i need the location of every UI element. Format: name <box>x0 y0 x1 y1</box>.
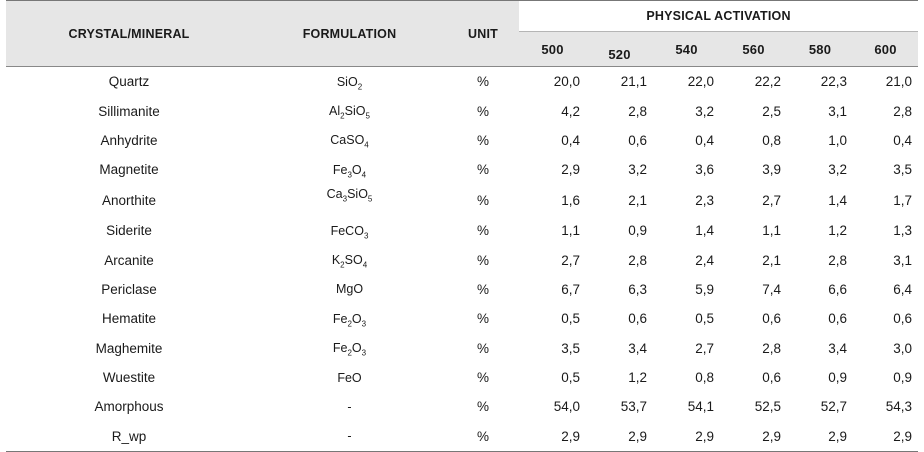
formula-element: - <box>347 429 352 444</box>
formula-element: O <box>351 162 362 177</box>
formula-element: MgO <box>335 282 364 297</box>
formula-element: - <box>347 399 352 414</box>
value-cell: 20,0 <box>553 74 580 90</box>
mineral-name-cell: Hematite <box>101 311 157 327</box>
value-cell: 22,0 <box>687 74 714 90</box>
value-cell: 4,2 <box>561 103 580 119</box>
value-cell: 3,4 <box>628 340 647 356</box>
formula-element: O <box>347 74 358 89</box>
formula-cell <box>252 67 447 97</box>
formula-cell <box>252 245 447 274</box>
value-cell: 2,9 <box>519 422 586 452</box>
value-cell: 3,4 <box>828 340 847 356</box>
value-cell: 1,7 <box>893 192 913 208</box>
formula-subscript: 4 <box>362 260 368 270</box>
value-cell: 0,4 <box>695 132 714 148</box>
formula-cell <box>252 334 447 363</box>
header-temp: 500 <box>519 32 586 67</box>
mineral-name-cell: Arcanite <box>104 252 154 268</box>
value-cell: 0,6 <box>628 132 647 148</box>
formula-element: O <box>354 223 364 238</box>
value-cell: 6,3 <box>628 281 647 297</box>
formula-subscript: 3 <box>361 319 367 329</box>
value-cell: 2,8 <box>628 103 647 119</box>
value-cell: 0,5 <box>561 311 580 327</box>
header-temp: 560 <box>720 32 787 67</box>
value-cell: 52,7 <box>820 399 847 415</box>
formula-element: Fe <box>332 162 348 177</box>
value-cell: 21,1 <box>620 74 647 90</box>
value-cell: 0,6 <box>762 311 781 327</box>
unit-cell: % <box>476 74 489 90</box>
unit-cell: % <box>476 192 489 208</box>
table-row <box>6 334 918 363</box>
value-cell: 1,4 <box>828 192 847 208</box>
formula-subscript: 2 <box>357 82 363 92</box>
formula-subscript: 2 <box>340 260 345 270</box>
value-cell: 2,9 <box>720 422 787 452</box>
value-cell: 2,9 <box>653 422 720 452</box>
formula-cell <box>252 363 447 392</box>
value-cell: 0,8 <box>695 370 714 386</box>
value-cell: 2,7 <box>762 192 781 208</box>
value-cell: 2,8 <box>628 252 647 268</box>
value-cell: 2,8 <box>893 103 913 119</box>
formula-element: O <box>351 311 362 326</box>
formula-element: FeC <box>330 223 355 238</box>
value-cell: 2,7 <box>561 252 580 268</box>
header-mineral: CRYSTAL/MINERAL <box>6 1 252 67</box>
table-row <box>6 422 918 452</box>
value-cell: 0,6 <box>628 311 647 327</box>
unit-cell: % <box>476 162 489 178</box>
value-cell: 3,5 <box>893 162 913 178</box>
header-unit: UNIT <box>447 1 519 67</box>
value-cell: 1,2 <box>828 223 847 239</box>
table-row <box>6 216 918 245</box>
value-cell: 3,0 <box>893 340 913 356</box>
value-cell: 3,2 <box>628 162 647 178</box>
value-cell: 0,6 <box>762 370 781 386</box>
value-cell: 2,9 <box>561 162 580 178</box>
value-cell: 0,9 <box>828 370 847 386</box>
value-cell: 3,9 <box>762 162 781 178</box>
value-cell: 53,7 <box>620 399 647 415</box>
table-row <box>6 155 918 184</box>
value-cell: 2,9 <box>586 422 653 452</box>
value-cell: 2,5 <box>762 103 781 119</box>
header-formulation: FORMULATION <box>252 1 447 67</box>
formula-element: Si <box>347 186 359 201</box>
value-cell: 5,9 <box>695 281 714 297</box>
formula-element: Al <box>329 104 341 119</box>
unit-cell: % <box>476 370 489 386</box>
formula-cell <box>252 216 447 245</box>
value-cell: 3,2 <box>695 103 714 119</box>
formula-element: Si <box>344 104 356 119</box>
formula-cell <box>252 304 447 333</box>
value-cell: 6,7 <box>561 281 580 297</box>
formula-cell <box>252 126 447 155</box>
value-cell: 21,0 <box>885 74 913 90</box>
unit-cell: % <box>476 252 489 268</box>
formula-cell <box>252 155 447 184</box>
formula-element: Ca <box>326 186 343 201</box>
formula-element: S <box>344 253 353 268</box>
value-cell: 2,9 <box>787 422 853 452</box>
value-cell: 2,3 <box>695 192 714 208</box>
formula-subscript: 3 <box>363 231 369 241</box>
formula-element: O <box>352 253 363 268</box>
table-row <box>6 67 918 97</box>
value-cell: 0,6 <box>828 311 847 327</box>
unit-cell: % <box>476 399 489 415</box>
value-cell: 22,2 <box>754 74 781 90</box>
value-cell: 0,5 <box>561 370 580 386</box>
value-cell: 2,4 <box>695 252 714 268</box>
value-cell: 2,7 <box>695 340 714 356</box>
formula-element: FeO <box>337 370 362 385</box>
formula-element: Si <box>336 74 348 89</box>
unit-cell: % <box>476 103 489 119</box>
value-cell: 2,8 <box>762 340 781 356</box>
formula-element: Fe <box>332 341 348 356</box>
mineral-name-cell: Sillimanite <box>98 103 160 119</box>
formula-element: Fe <box>332 311 348 326</box>
value-cell: 0,5 <box>695 311 714 327</box>
formula-subscript: 4 <box>364 140 369 150</box>
header-temp: 520 <box>586 32 653 67</box>
formula-subscript: 5 <box>365 111 370 121</box>
value-cell: 2,9 <box>853 422 918 452</box>
value-cell: 52,5 <box>754 399 781 415</box>
formula-cell <box>252 275 447 304</box>
value-cell: 2,8 <box>828 252 847 268</box>
value-cell: 54,0 <box>553 399 580 415</box>
header-physical-activation: PHYSICAL ACTIVATION <box>519 1 918 32</box>
unit-cell: % <box>476 132 489 148</box>
unit-cell: % <box>476 281 489 297</box>
formula-subscript: 4 <box>361 170 367 180</box>
header-temp: 600 <box>853 32 918 67</box>
value-cell: 54,1 <box>687 399 714 415</box>
value-cell: 0,6 <box>893 311 913 327</box>
header-temp: 580 <box>787 32 853 67</box>
mineral-name-cell: Anhydrite <box>100 132 158 148</box>
formula-cell <box>252 392 447 421</box>
value-cell: 0,9 <box>628 223 647 239</box>
formula-subscript: 3 <box>342 194 348 204</box>
value-cell: 2,1 <box>628 192 647 208</box>
table-row <box>6 96 918 125</box>
value-cell: 0,8 <box>762 132 781 148</box>
table-row <box>6 126 918 155</box>
mineral-name-cell: Quartz <box>108 74 150 90</box>
value-cell: 0,4 <box>893 132 913 148</box>
formula-element: O <box>358 186 368 201</box>
header-temp: 540 <box>653 32 720 67</box>
value-cell: 6,4 <box>893 281 913 297</box>
value-cell: 1,1 <box>762 223 781 239</box>
formula-subscript: 2 <box>347 348 352 358</box>
value-cell: 0,9 <box>893 370 913 386</box>
formula-subscript: 2 <box>347 319 352 329</box>
value-cell: 3,1 <box>828 103 847 119</box>
value-cell: 54,3 <box>885 399 913 415</box>
table-row <box>6 392 918 421</box>
formula-subscript: 3 <box>347 170 352 180</box>
value-cell: 7,4 <box>762 281 781 297</box>
mineral-name-cell: Siderite <box>106 223 152 239</box>
formula-element: K <box>331 253 341 268</box>
formula-subscript: 5 <box>367 194 373 204</box>
value-cell: 0,4 <box>561 132 580 148</box>
value-cell: 1,6 <box>561 192 580 208</box>
formula-cell <box>252 422 447 452</box>
mineral-name-cell: Wuestite <box>102 370 156 386</box>
value-cell: 1,3 <box>893 223 913 239</box>
header-row-top <box>6 1 918 32</box>
formula-cell <box>252 96 447 125</box>
formula-element: O <box>355 104 366 119</box>
value-cell: 1,4 <box>695 223 714 239</box>
table-row <box>6 275 918 304</box>
value-cell: 1,1 <box>561 223 580 239</box>
unit-cell: % <box>476 223 489 239</box>
formula-element: O <box>354 133 365 148</box>
unit-cell: % <box>476 311 489 327</box>
value-cell: 22,3 <box>820 74 847 90</box>
mineral-name-cell: Periclase <box>101 281 157 297</box>
unit-cell: % <box>447 422 519 452</box>
value-cell: 1,0 <box>828 132 847 148</box>
mineral-composition-table <box>6 0 918 452</box>
table-row <box>6 304 918 333</box>
mineral-name-cell: Magnetite <box>99 162 159 178</box>
formula-subscript: 3 <box>361 348 367 358</box>
mineral-name-cell: Amorphous <box>94 399 164 415</box>
value-cell: 3,5 <box>561 340 580 356</box>
formula-cell <box>252 185 447 216</box>
value-cell: 1,2 <box>628 370 647 386</box>
value-cell: 3,1 <box>893 252 913 268</box>
mineral-name-cell: Maghemite <box>95 340 163 356</box>
value-cell: 3,2 <box>828 162 847 178</box>
table-row <box>6 245 918 274</box>
table-header <box>6 1 918 67</box>
unit-cell: % <box>476 340 489 356</box>
formula-subscript: 2 <box>340 111 345 121</box>
table-row <box>6 185 918 216</box>
table-body <box>6 67 918 452</box>
mineral-name-cell: R_wp <box>6 422 252 452</box>
formula-element: CaS <box>330 133 355 148</box>
value-cell: 6,6 <box>828 281 847 297</box>
value-cell: 3,6 <box>695 162 714 178</box>
formula-element: O <box>351 341 362 356</box>
table-row <box>6 363 918 392</box>
value-cell: 2,1 <box>762 252 781 268</box>
mineral-name-cell: Anorthite <box>101 192 157 208</box>
